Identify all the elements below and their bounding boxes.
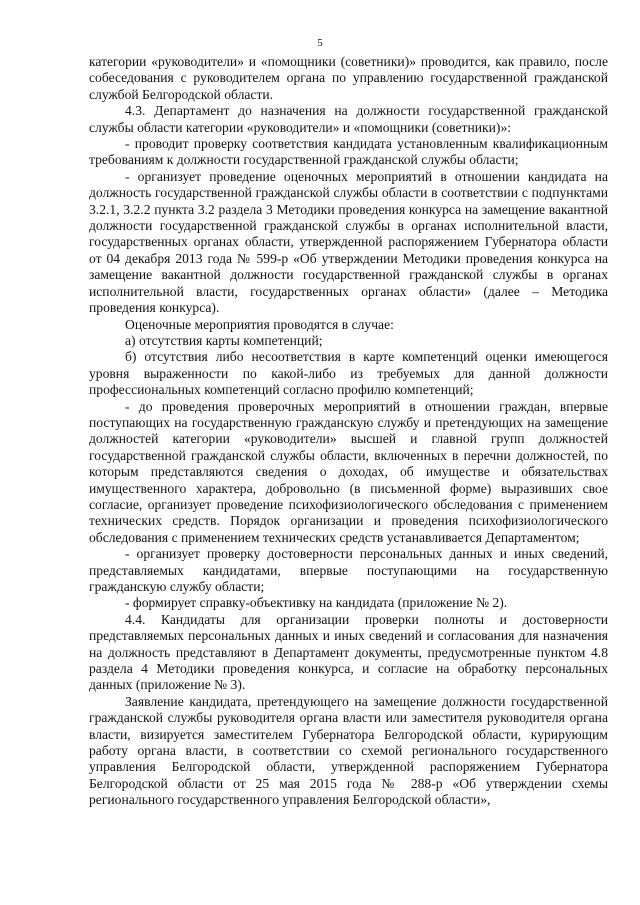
paragraph-assessment-events: - организует проведение оценочных мероприятий в отношении кандидата на должность государственной гражданской службы области в соответствии с подпунктами 3.2.1, 3.2.2 пункта 3.2 раздела 3 Методики проведения конкурса на замещение вакантной должности государственной гражданской службы в органах исполнительной власти, государственных органах области, утвержденной распоряжением Губернатора области от 04 декабря 2013 года № 599-р «Об утверждении Методики проведения конкурса на замещение вакантной должности государственной гражданской службы в органах исполнительной власти, государственных органах области» (далее – Методика проведения конкурса). — [89, 168, 608, 316]
paragraph-check-qualification: - проводит проверку соответствия кандидата установленным квалификационным требованиям к должности государственной гражданской службы области; — [89, 136, 608, 168]
paragraph-case-a: а) отсутствия карты компетенций; — [125, 332, 323, 348]
paragraph-0: категории «руководители» и «помощники (советники)» проводится, как правило, после собеседования с руководителем органа по управлению государственной гражданской службой Белгородской области. — [89, 54, 608, 102]
paragraph-reference-form: - формирует справку-объективку на кандидата (приложение № 2). — [125, 595, 508, 611]
paragraph-4-4: 4.4. Кандидаты для организации проверки полноты и достоверности представляемых персональных данных и иных сведений и согласования для назначения на должность представляют в Департамент документы, предусмотренные пунктом 4.8 раздела 4 Методики проведения конкурса, и согласие на обработку персональных данных (приложение № 3). — [89, 611, 608, 693]
document-body — [89, 54, 608, 809]
paragraph-4-3: 4.3. Департамент до назначения на должности государственной гражданской службы области категории «руководители» и «помощники (советники)»: — [89, 103, 608, 135]
paragraph-case-b: б) отсутствия либо несоответствия в карте компетенций оценки имеющегося уровня выраженности по какой-либо из требуемых для данной должности профессиональных компетенций согласно профилю компетенций; — [89, 349, 608, 398]
page-number: 5 — [317, 37, 323, 49]
paragraph-psychophysiological: - до проведения проверочных мероприятий в отношении граждан, впервые поступающих на государственную гражданскую службу и претендующих на замещение должностей категории «руководители» высшей и главной групп должностей государственной гражданской службы области, включенных в перечни должностей, по которым представляются сведения о доходах, об имуществе и обязательствах имущественного характера, добровольно (в письменной форме) выразивших свое согласие, организует проведение психофизиологического обследования с применением технических средств. Порядок организации и проведения психофизиологического обследования с применением технических средств устанавливается Департаментом; — [89, 398, 608, 545]
paragraph-assessment-cases: Оценочные мероприятия проводятся в случае: — [125, 316, 394, 332]
paragraph-data-verification: - организует проверку достоверности персональных данных и иных сведений, представляемых кандидатами, впервые поступающими на государственную гражданскую службу области; — [89, 546, 608, 594]
paragraph-application: Заявление кандидата, претендующего на замещение должности государственной гражданской службы руководителя органа власти или заместителя руководителя органа власти, визируется заместителем Губернатора Белгородской области, курирующим работу органа власти, в соответствии со схемой регионального государственного управления Белгородской области, утвержденной распоряжением Губернатора Белгородской области от 25 мая 2015 года № 288-р «Об утверждении схемы регионального государственного управления Белгородской области», — [89, 693, 608, 808]
